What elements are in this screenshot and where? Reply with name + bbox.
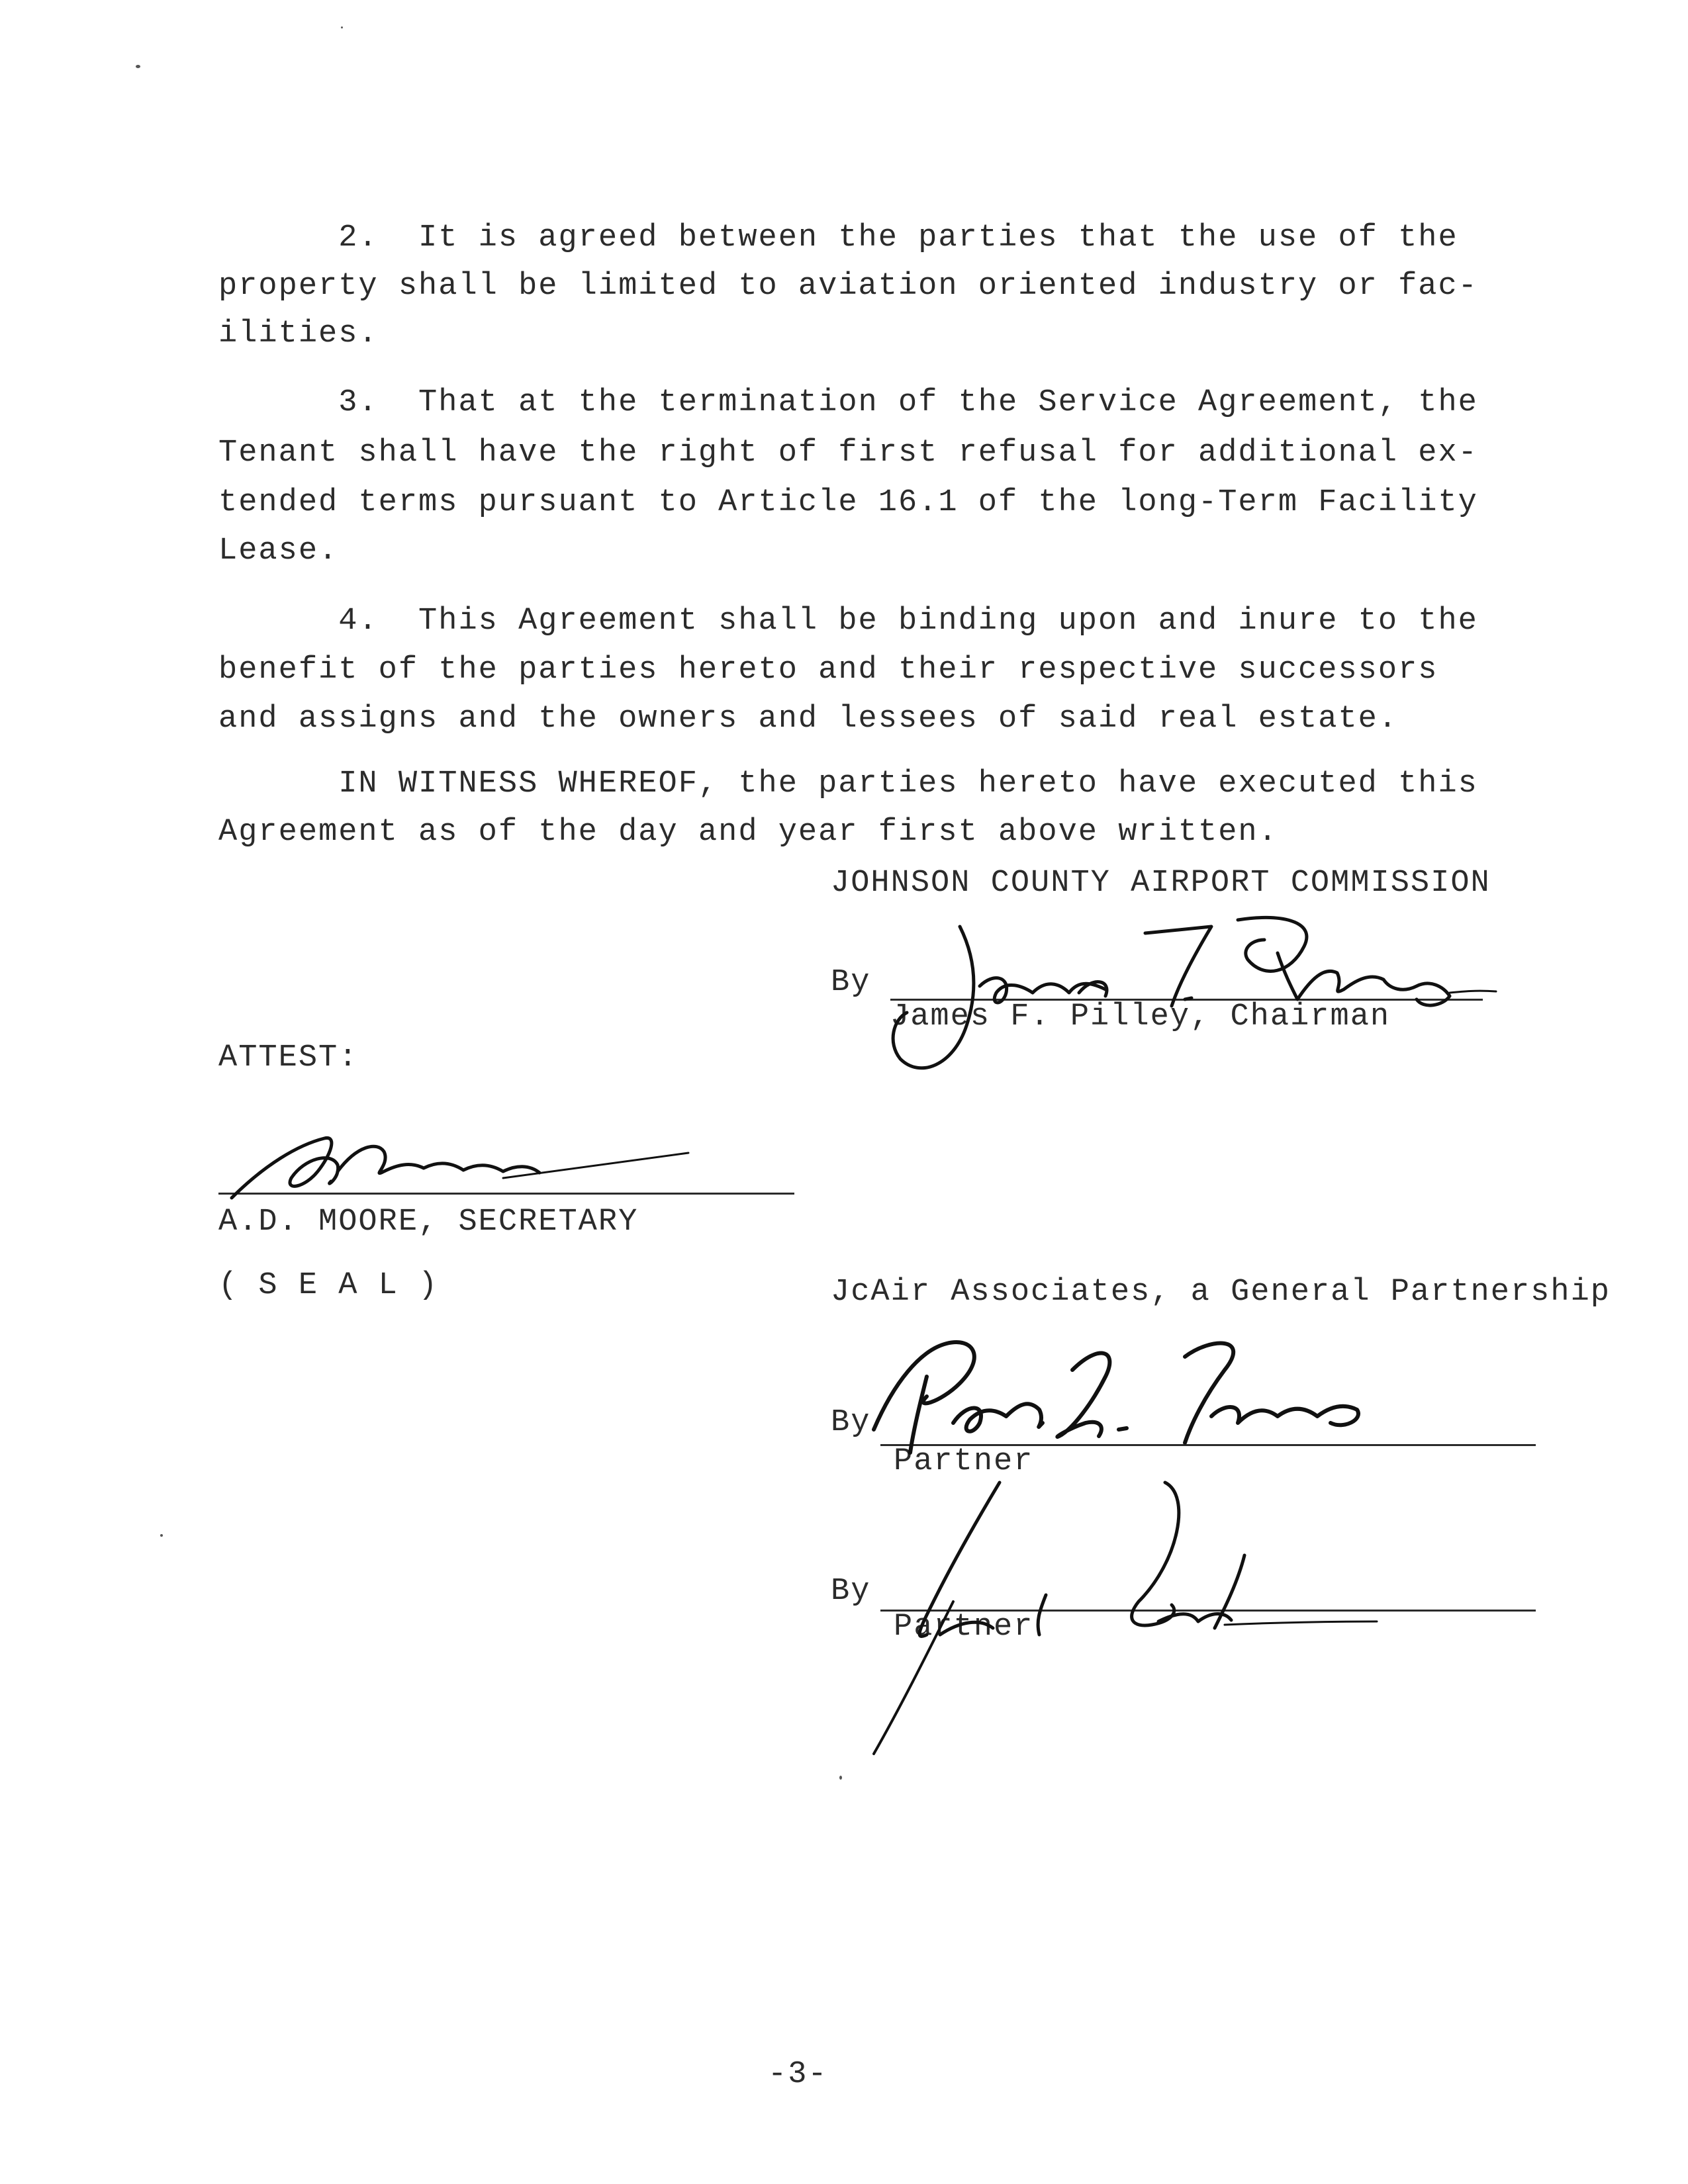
paragraph-3-line-1: 3. That at the termination of the Service Agreement, the bbox=[218, 385, 1478, 420]
paragraph-2-line-1: 2. It is agreed between the parties that the use of the bbox=[218, 220, 1458, 255]
partner-2-signature bbox=[847, 1469, 1390, 1760]
paragraph-2-line-3: ilities. bbox=[218, 316, 379, 351]
partnership-name: JcAir Associates, a General Partnership bbox=[831, 1275, 1611, 1310]
partner-1-title: Partner bbox=[894, 1444, 1034, 1479]
moore-signature bbox=[225, 1125, 702, 1211]
scan-speck bbox=[136, 65, 140, 68]
partner-2-title: Partner bbox=[894, 1610, 1034, 1645]
commission-by-label: By bbox=[831, 965, 871, 1000]
paragraph-3-line-2: Tenant shall have the right of first refusal for additional ex- bbox=[218, 435, 1478, 471]
paragraph-3-line-3: tended terms pursuant to Article 16.1 of the long-Term Facility bbox=[218, 485, 1478, 520]
scan-speck bbox=[160, 1534, 163, 1537]
witness-line-1: IN WITNESS WHEREOF, the parties hereto have executed this bbox=[218, 766, 1478, 801]
scan-speck bbox=[341, 26, 343, 28]
paragraph-4-line-3: and assigns and the owners and lessees of said real estate. bbox=[218, 702, 1399, 737]
seal-placeholder: ( S E A L ) bbox=[218, 1268, 439, 1303]
page-number: -3- bbox=[768, 2057, 828, 2092]
attest-signatory: A.D. MOORE, SECRETARY bbox=[218, 1205, 639, 1240]
paragraph-4-line-2: benefit of the parties hereto and their respective successors bbox=[218, 653, 1438, 688]
partner-2-by-label: By bbox=[831, 1574, 871, 1609]
partner-1-by-label: By bbox=[831, 1405, 871, 1440]
scan-speck bbox=[839, 1776, 842, 1780]
witness-line-2: Agreement as of the day and year first above written. bbox=[218, 815, 1278, 850]
paragraph-3-line-4: Lease. bbox=[218, 533, 339, 569]
commission-name: JOHNSON COUNTY AIRPORT COMMISSION bbox=[831, 866, 1491, 901]
pilley-signature bbox=[880, 913, 1476, 1085]
commission-signatory: James F. Pilley, Chairman bbox=[890, 999, 1391, 1034]
paragraph-2-line-2: property shall be limited to aviation oriented industry or fac- bbox=[218, 269, 1478, 304]
attest-label: ATTEST: bbox=[218, 1040, 359, 1075]
partner-1-signature bbox=[854, 1330, 1417, 1463]
paragraph-4-line-1: 4. This Agreement shall be binding upon and inure to the bbox=[218, 604, 1478, 639]
